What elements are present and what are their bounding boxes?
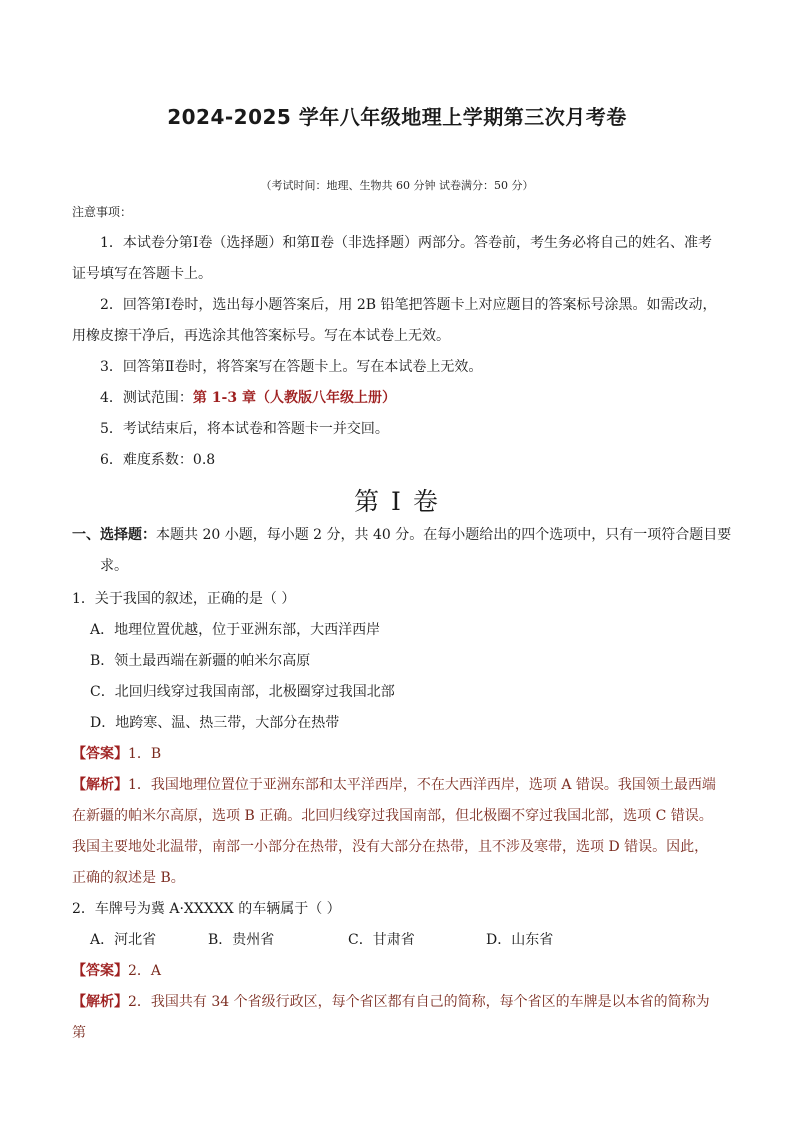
question-2-option-d: D．山东省 <box>486 932 554 948</box>
question-1-analysis <box>72 770 722 894</box>
questions <box>72 584 722 1049</box>
note-3: 3．回答第Ⅱ卷时，将答案写在答题卡上。写在本试卷上无效。 <box>100 359 483 375</box>
section-text: 本题共 20 小题，每小题 2 分，共 40 分。在每小题给出的四个选项中，只有一项符合题目要求。 <box>100 527 732 574</box>
note-4-prefix: 4．测试范围： <box>100 390 193 406</box>
question-2-option-c: C．甘肃省 <box>348 932 415 948</box>
question-1-option-b: B．领土最西端在新疆的帕米尔高原 <box>90 653 311 669</box>
question-1-answer <box>72 739 722 770</box>
note-4 <box>72 383 722 414</box>
question-2-options <box>72 925 722 956</box>
notes-list <box>72 228 722 476</box>
section-label: 一、选择题： <box>72 527 156 543</box>
volume-title: 第 I 卷 <box>354 487 440 516</box>
question-2-answer <box>72 956 722 987</box>
answer-tag: 【答案】 <box>72 746 128 762</box>
note-1: 1．本试卷分第Ⅰ卷（选择题）和第Ⅱ卷（非选择题）两部分。答卷前，考生务必将自己的姓名、准考证号填写在答题卡上。 <box>72 235 712 282</box>
answer-value: 1．B <box>128 746 162 762</box>
analysis-tag: 【解析】 <box>72 994 128 1010</box>
question-1-stem: 1．关于我国的叙述，正确的是（ ） <box>72 591 296 607</box>
analysis-text: 2．我国共有 34 个省级行政区，每个省区都有自己的简称，每个省区的车牌是以本省的简称为第 <box>72 994 710 1041</box>
question-2-stem: 2．车牌号为冀 A·XXXXX 的车辆属于（ ） <box>72 901 341 917</box>
section-intro <box>72 520 750 582</box>
note-6: 6．难度系数：0.8 <box>100 452 216 468</box>
page-title: 2024-2025 学年八年级地理上学期第三次月考卷 <box>167 105 627 129</box>
answer-tag: 【答案】 <box>72 963 128 979</box>
analysis-text: 1．我国地理位置位于亚洲东部和太平洋西岸，不在大西洋西岸，选项 A 错误。我国领土最西端在新疆的帕米尔高原，选项 B 正确。北回归线穿过我国南部，但北极圈不穿过我国北部，选项 C 错误。我国主要地处北温带，南部一小部分在热带，没有大部分在热带，且不涉及寒带，选项 D 错误。因此，正确的叙述是 B。 <box>72 777 716 886</box>
note-2: 2．回答第Ⅰ卷时，选出每小题答案后，用 2B 铅笔把答题卡上对应题目的答案标号涂黑。如需改动，用橡皮擦干净后，再选涂其他答案标号。写在本试卷上无效。 <box>72 297 717 344</box>
question-1-option-d: D．地跨寒、温、热三带，大部分在热带 <box>90 715 340 731</box>
answer-value: 2．A <box>128 963 162 979</box>
test-range: 第 1-3 章（人教版八年级上册） <box>192 390 396 406</box>
question-2-analysis <box>72 987 722 1049</box>
exam-info: （考试时间：地理、生物共 60 分钟 试卷满分：50 分） <box>260 179 534 192</box>
notice-heading: 注意事项： <box>72 205 133 219</box>
question-2-option-b: B．贵州省 <box>208 932 275 948</box>
question-1-option-c: C．北回归线穿过我国南部，北极圈穿过我国北部 <box>90 684 395 700</box>
question-2-option-a: A．河北省 <box>90 932 157 948</box>
question-1-option-a: A．地理位置优越，位于亚洲东部，大西洋西岸 <box>90 622 381 638</box>
analysis-tag: 【解析】 <box>72 777 128 793</box>
note-5: 5．考试结束后，将本试卷和答题卡一并交回。 <box>100 421 389 437</box>
